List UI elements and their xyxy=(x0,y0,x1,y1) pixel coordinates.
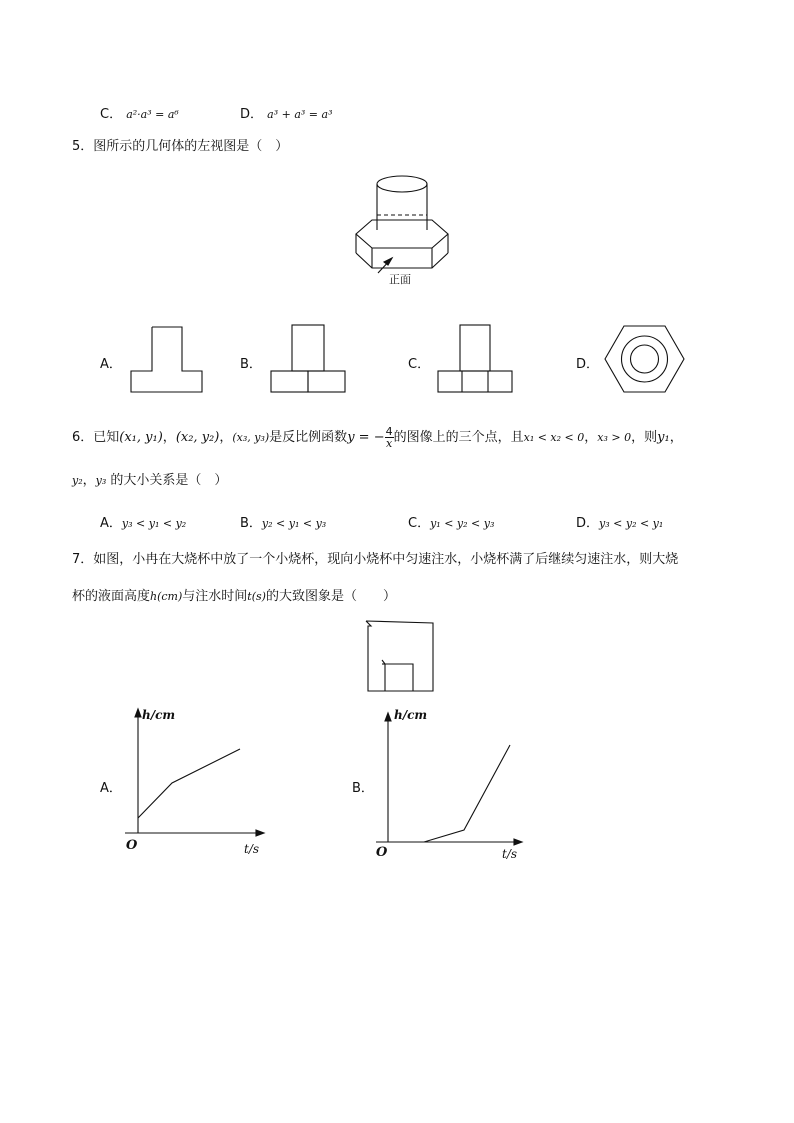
q5-stem: 5．图所示的几何体的左视图是（ ） xyxy=(72,139,289,154)
q7-graph-a-origin: O xyxy=(126,838,138,853)
q6-option-a xyxy=(100,512,186,531)
q6-option-b xyxy=(240,512,326,531)
q5-option-d-label: D． xyxy=(576,357,600,372)
q6-y1: y₁ xyxy=(657,430,670,445)
q7-h-unit: h(cm) xyxy=(150,590,183,603)
q6-line2-y3: y₃ xyxy=(95,474,107,487)
q7-graph-a-curve xyxy=(138,749,240,818)
q5-option-b-label: B． xyxy=(240,357,262,372)
q6-option-d-expr: y₃ < y₂ < y₁ xyxy=(599,517,664,530)
q7-graph-a xyxy=(120,705,280,860)
q6-func-lhs: y = − xyxy=(347,430,385,445)
q5-option-d-figure xyxy=(604,324,686,396)
q7-line2-b: 与注水时间 xyxy=(182,589,248,604)
q6-cond2: x₃ > 0 xyxy=(597,431,632,444)
q6-option-c-expr: y₁ < y₂ < y₃ xyxy=(430,517,495,530)
q6-then: ，则 xyxy=(631,430,658,445)
q7-graph-a-label: A． xyxy=(100,781,122,796)
q6-line1: 6．已知(x₁, y₁)，(x₂, y₂)，(x₃, y₃)是反比例函数y = − $\frac{4}{x}$ 的图像上的三个点，且x₁ < x₂ < 0，x₃ > 0，则y₁， xyxy=(72,425,683,450)
q7-line1: 7．如图，小冉在大烧杯中放了一个小烧杯，现向小烧杯中匀速注水，小烧杯满了后继续匀速注水，则大烧 xyxy=(72,552,679,567)
q6-line2-tail: 的大小关系是（ ） xyxy=(110,473,228,488)
q6-fraction-den: x xyxy=(385,437,393,450)
q6-option-b-label: B． xyxy=(240,516,262,531)
q4-option-d-label: D． xyxy=(240,107,264,122)
q7-line2 xyxy=(72,585,396,604)
q4-option-c-label: C． xyxy=(100,107,123,122)
q7-graph-b-xlabel: t/s xyxy=(502,847,518,861)
q7-line2-c: 的大致图象是（ ） xyxy=(265,589,396,604)
q6-option-d-label: D． xyxy=(576,516,600,531)
q7-graph-b-label: B． xyxy=(352,781,374,796)
q5-option-b-figure xyxy=(270,324,348,394)
q6-point3: (x₃, y₃) xyxy=(232,431,270,444)
q6-point2: (x₂, y₂) xyxy=(175,430,220,445)
q5-option-a-figure xyxy=(130,326,205,394)
q4-option-d-expr: a³ + a³ = a³ xyxy=(267,108,333,121)
q6-point1: (x₁, y₁) xyxy=(119,430,163,445)
q7-graph-b-ylabel: h/cm xyxy=(394,708,428,722)
q7-graph-a-ylabel: h/cm xyxy=(142,708,176,722)
q6-option-d xyxy=(576,512,663,531)
q6-option-a-expr: y₃ < y₁ < y₂ xyxy=(121,517,187,530)
q7-line2-a: 杯的液面高度 xyxy=(72,589,151,604)
q5-front-caption: 正面 xyxy=(389,273,411,286)
q6-prefix: 6．已知 xyxy=(72,430,120,445)
q7-graph-b-curve xyxy=(388,745,510,842)
q6-option-c xyxy=(408,512,494,531)
q4-option-d xyxy=(240,103,332,122)
q4-option-c xyxy=(100,103,179,122)
q6-mid: 是反比例函数 xyxy=(269,430,348,445)
q5-option-a-label: A． xyxy=(100,357,122,372)
q6-option-c-label: C． xyxy=(408,516,431,531)
q5-option-c-label: C． xyxy=(408,357,431,372)
q7-t-unit: t(s) xyxy=(247,590,266,603)
q6-line2-y2: y₂ xyxy=(72,474,83,487)
q6-cond1: x₁ < x₂ < 0 xyxy=(523,431,585,444)
q6-fraction-num: 4 xyxy=(385,425,393,438)
q6-option-b-expr: y₂ < y₁ < y₃ xyxy=(261,517,327,530)
q7-graph-b-origin: O xyxy=(376,845,388,860)
q6-option-a-label: A． xyxy=(100,516,122,531)
q5-option-c-figure xyxy=(437,324,515,394)
q6-line2: y₂，y₃ 的大小关系是（ ） xyxy=(72,473,228,488)
q6-fraction xyxy=(385,426,394,449)
q7-beaker-figure xyxy=(362,620,437,695)
q7-graph-a-xlabel: t/s xyxy=(244,842,260,856)
q7-graph-b xyxy=(372,705,532,860)
q6-after-func: 的图像上的三个点，且 xyxy=(393,430,524,445)
q4-option-c-expr: a²·a³ = a⁶ xyxy=(126,108,179,121)
